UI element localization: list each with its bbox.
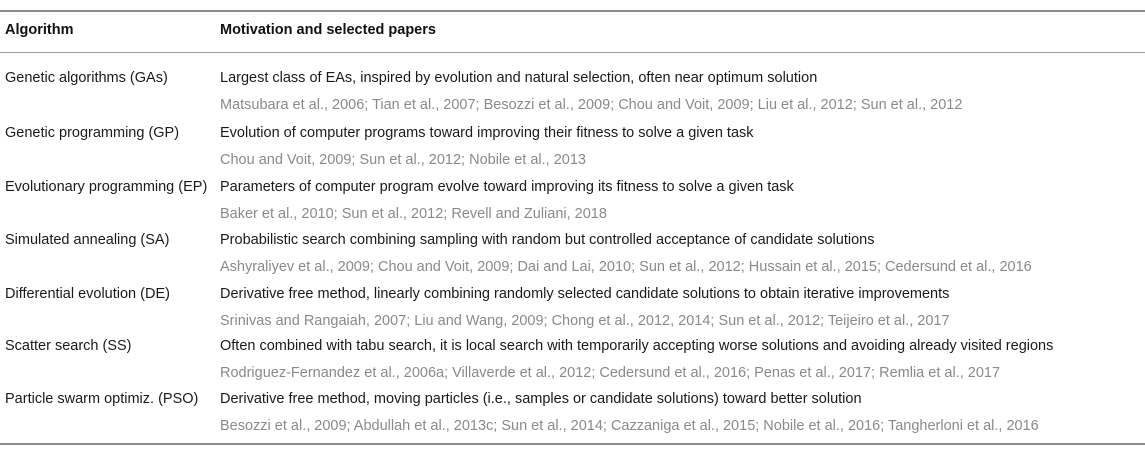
header-rule (0, 52, 1145, 53)
algorithm-cell: Differential evolution (DE) (5, 286, 170, 302)
papers-cell: Baker et al., 2010; Sun et al., 2012; Revell and Zuliani, 2018 (220, 206, 607, 222)
algorithm-cell: Genetic algorithms (GAs) (5, 70, 168, 86)
papers-cell: Matsubara et al., 2006; Tian et al., 2007; Besozzi et al., 2009; Chou and Voit, 2009; Liu et al., 2012; Sun et al., 2012 (220, 97, 963, 113)
motivation-cell: Largest class of EAs, inspired by evolution and natural selection, often near optimum solution (220, 70, 818, 86)
motivation-cell: Parameters of computer program evolve toward improving its fitness to solve a given task (220, 179, 794, 195)
papers-cell: Ashyraliyev et al., 2009; Chou and Voit, 2009; Dai and Lai, 2010; Sun et al., 2012; Hussain et al., 2015; Cedersund et al., 2016 (220, 259, 1032, 275)
algorithm-cell: Particle swarm optimiz. (PSO) (5, 391, 199, 407)
table-row (0, 391, 1145, 446)
table-row (0, 70, 1145, 125)
table-row (0, 286, 1145, 341)
motivation-cell: Evolution of computer programs toward improving their fitness to solve a given task (220, 125, 754, 141)
algorithm-cell: Scatter search (SS) (5, 338, 132, 354)
motivation-cell: Often combined with tabu search, it is local search with temporarily accepting worse solutions and avoiding already visited regions (220, 338, 1054, 354)
table-row (0, 179, 1145, 234)
motivation-cell: Derivative free method, linearly combining randomly selected candidate solutions to obtain iterative improvements (220, 286, 950, 302)
motivation-cell: Probabilistic search combining sampling with random but controlled acceptance of candidate solutions (220, 232, 875, 248)
header-motivation: Motivation and selected papers (220, 22, 436, 38)
papers-cell: Srinivas and Rangaiah, 2007; Liu and Wang, 2009; Chong et al., 2012, 2014; Sun et al., 2012; Teijeiro et al., 2017 (220, 313, 950, 329)
header-algorithm: Algorithm (5, 22, 74, 38)
algorithm-cell: Simulated annealing (SA) (5, 232, 170, 248)
motivation-cell: Derivative free method, moving particles (i.e., samples or candidate solutions) toward better solution (220, 391, 862, 407)
table-bottom-rule (0, 443, 1145, 445)
table-top-rule (0, 10, 1145, 12)
papers-cell: Besozzi et al., 2009; Abdullah et al., 2013c; Sun et al., 2014; Cazzaniga et al., 2015; Nobile et al., 2016; Tangherloni et al., 2016 (220, 418, 1039, 434)
table-row (0, 338, 1145, 393)
algorithm-cell: Genetic programming (GP) (5, 125, 180, 141)
table-row (0, 125, 1145, 180)
algorithm-cell: Evolutionary programming (EP) (5, 179, 208, 195)
papers-cell: Rodriguez-Fernandez et al., 2006a; Villaverde et al., 2012; Cedersund et al., 2016; Penas et al., 2017; Remlia et al., 2017 (220, 365, 1001, 381)
papers-cell: Chou and Voit, 2009; Sun et al., 2012; Nobile et al., 2013 (220, 152, 586, 168)
table-row (0, 232, 1145, 287)
